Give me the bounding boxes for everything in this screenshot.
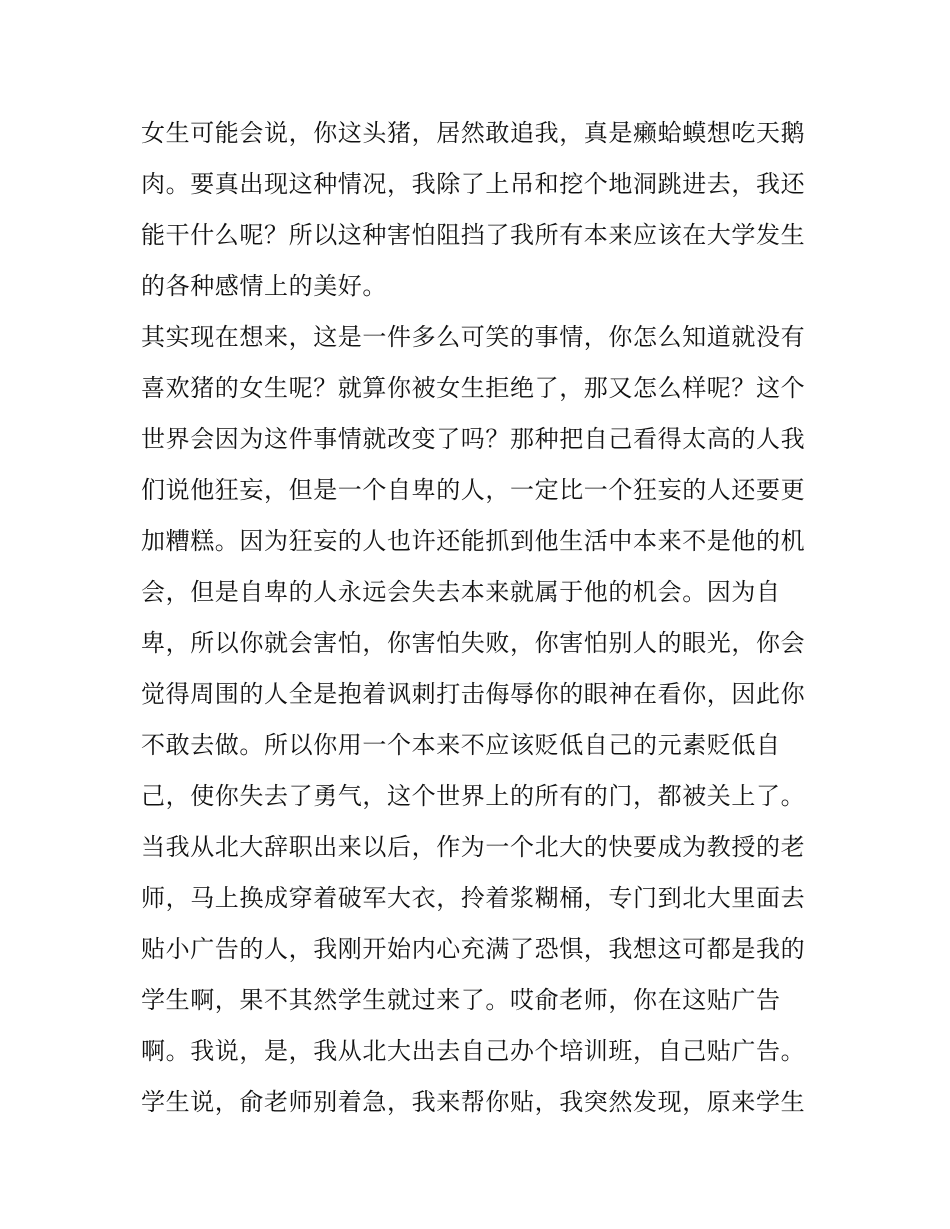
text-line: 会，但是自卑的人永远会失去本来就属于他的机会。因为自 <box>141 578 781 606</box>
text-line: 当我从北大辞职出来以后，作为一个北大的快要成为教授的老 <box>141 833 806 861</box>
text-line: 学生啊，果不其然学生就过来了。哎俞老师，你在这贴广告 <box>141 986 781 1014</box>
text-line: 能干什么呢？所以这种害怕阻挡了我所有本来应该在大学发生 <box>141 221 806 249</box>
text-line: 肉。要真出现这种情况，我除了上吊和挖个地洞跳进去，我还 <box>141 170 806 198</box>
text-line: 学生说，俞老师别着急，我来帮你贴，我突然发现，原来学生 <box>141 1088 806 1116</box>
text-line: 啊。我说，是，我从北大出去自己办个培训班，自己贴广告。 <box>141 1037 806 1065</box>
text-line: 其实现在想来，这是一件多么可笑的事情，你怎么知道就没有 <box>141 323 806 351</box>
text-line: 们说他狂妄，但是一个自卑的人，一定比一个狂妄的人还要更 <box>141 476 806 504</box>
text-line: 贴小广告的人，我刚开始内心充满了恐惧，我想这可都是我的 <box>141 935 806 963</box>
text-line: 喜欢猪的女生呢？就算你被女生拒绝了，那又怎么样呢？这个 <box>141 374 806 402</box>
text-line: 不敢去做。所以你用一个本来不应该贬低自己的元素贬低自 <box>141 731 781 759</box>
body-text <box>141 108 816 1128</box>
text-line: 加糟糕。因为狂妄的人也许还能抓到他生活中本来不是他的机 <box>141 527 806 555</box>
text-line: 女生可能会说，你这头猪，居然敢追我，真是癞蛤蟆想吃天鹅 <box>141 119 806 147</box>
text-line: 觉得周围的人全是抱着讽刺打击侮辱你的眼神在看你，因此你 <box>141 680 806 708</box>
text-line: 世界会因为这件事情就改变了吗？那种把自己看得太高的人我 <box>141 425 806 453</box>
text-line: 己，使你失去了勇气，这个世界上的所有的门，都被关上了。 <box>141 782 806 810</box>
text-line: 的各种感情上的美好。 <box>141 272 387 300</box>
text-line: 师，马上换成穿着破军大衣，拎着浆糊桶，专门到北大里面去 <box>141 884 806 912</box>
text-line: 卑，所以你就会害怕，你害怕失败，你害怕别人的眼光，你会 <box>141 629 806 657</box>
